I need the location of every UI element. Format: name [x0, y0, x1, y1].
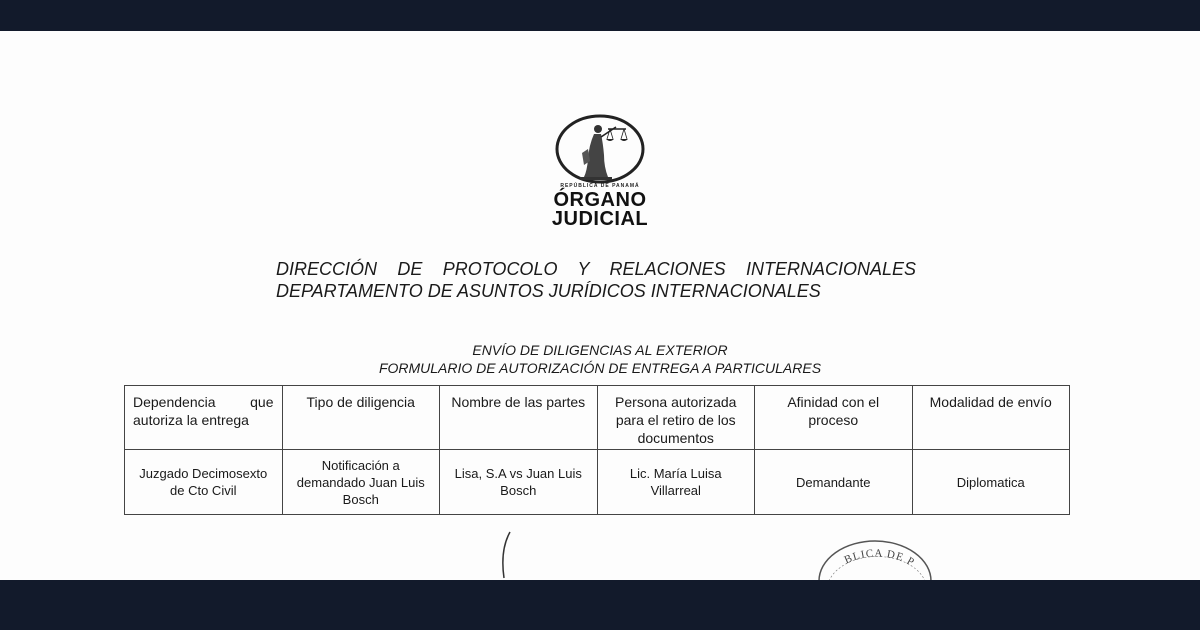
stamp-text: BLICA DE P [842, 547, 917, 569]
table-row [125, 450, 1070, 515]
heading-direccion: DIRECCIÓN DE PROTOCOLO Y RELACIONES INTERNACIONALES [276, 259, 916, 279]
bottom-band [0, 580, 1200, 630]
column-header: Afinidad con el proceso [755, 386, 913, 450]
column-header: Persona autorizada para el retiro de los documentos [597, 386, 755, 450]
table-cell: Lisa, S.A vs Juan Luis Bosch [440, 450, 598, 515]
top-band [0, 0, 1200, 31]
authorization-table [124, 385, 1070, 515]
table-cell: Lic. María Luisa Villarreal [597, 450, 755, 515]
organo-judicial-logo [548, 113, 652, 231]
column-header: Modalidad de envío [912, 386, 1070, 450]
justice-scales-icon [554, 113, 646, 185]
form-title: ENVÍO DE DILIGENCIAS AL EXTERIOR [472, 342, 728, 358]
svg-text:BLICA DE P [843, 547, 917, 568]
official-stamp [815, 523, 935, 583]
logo-judicial-text: JUDICIAL [551, 208, 649, 230]
form-subtitle: FORMULARIO DE AUTORIZACIÓN DE ENTREGA A PARTICULARES [378, 360, 822, 376]
table-cell: Demandante [755, 450, 913, 515]
column-header: Nombre de las partes [440, 386, 598, 450]
table-cell: Juzgado Decimosexto de Cto Civil [125, 450, 283, 515]
table-cell: Diplomatica [912, 450, 1070, 515]
column-header: Tipo de diligencia [282, 386, 440, 450]
table-cell: Notificación a demandado Juan Luis Bosch [282, 450, 440, 515]
table-header-row [125, 386, 1070, 450]
column-header: Dependencia que autoriza la entrega [125, 386, 283, 450]
logo-organo-text: ÓRGANO [553, 189, 647, 211]
heading-departamento: DEPARTAMENTO DE ASUNTOS JURÍDICOS INTERNACIONALES [276, 281, 821, 301]
signature-stroke [496, 530, 516, 580]
logo-republica-text: REPÚBLICA DE PANAMÁ [560, 183, 640, 189]
